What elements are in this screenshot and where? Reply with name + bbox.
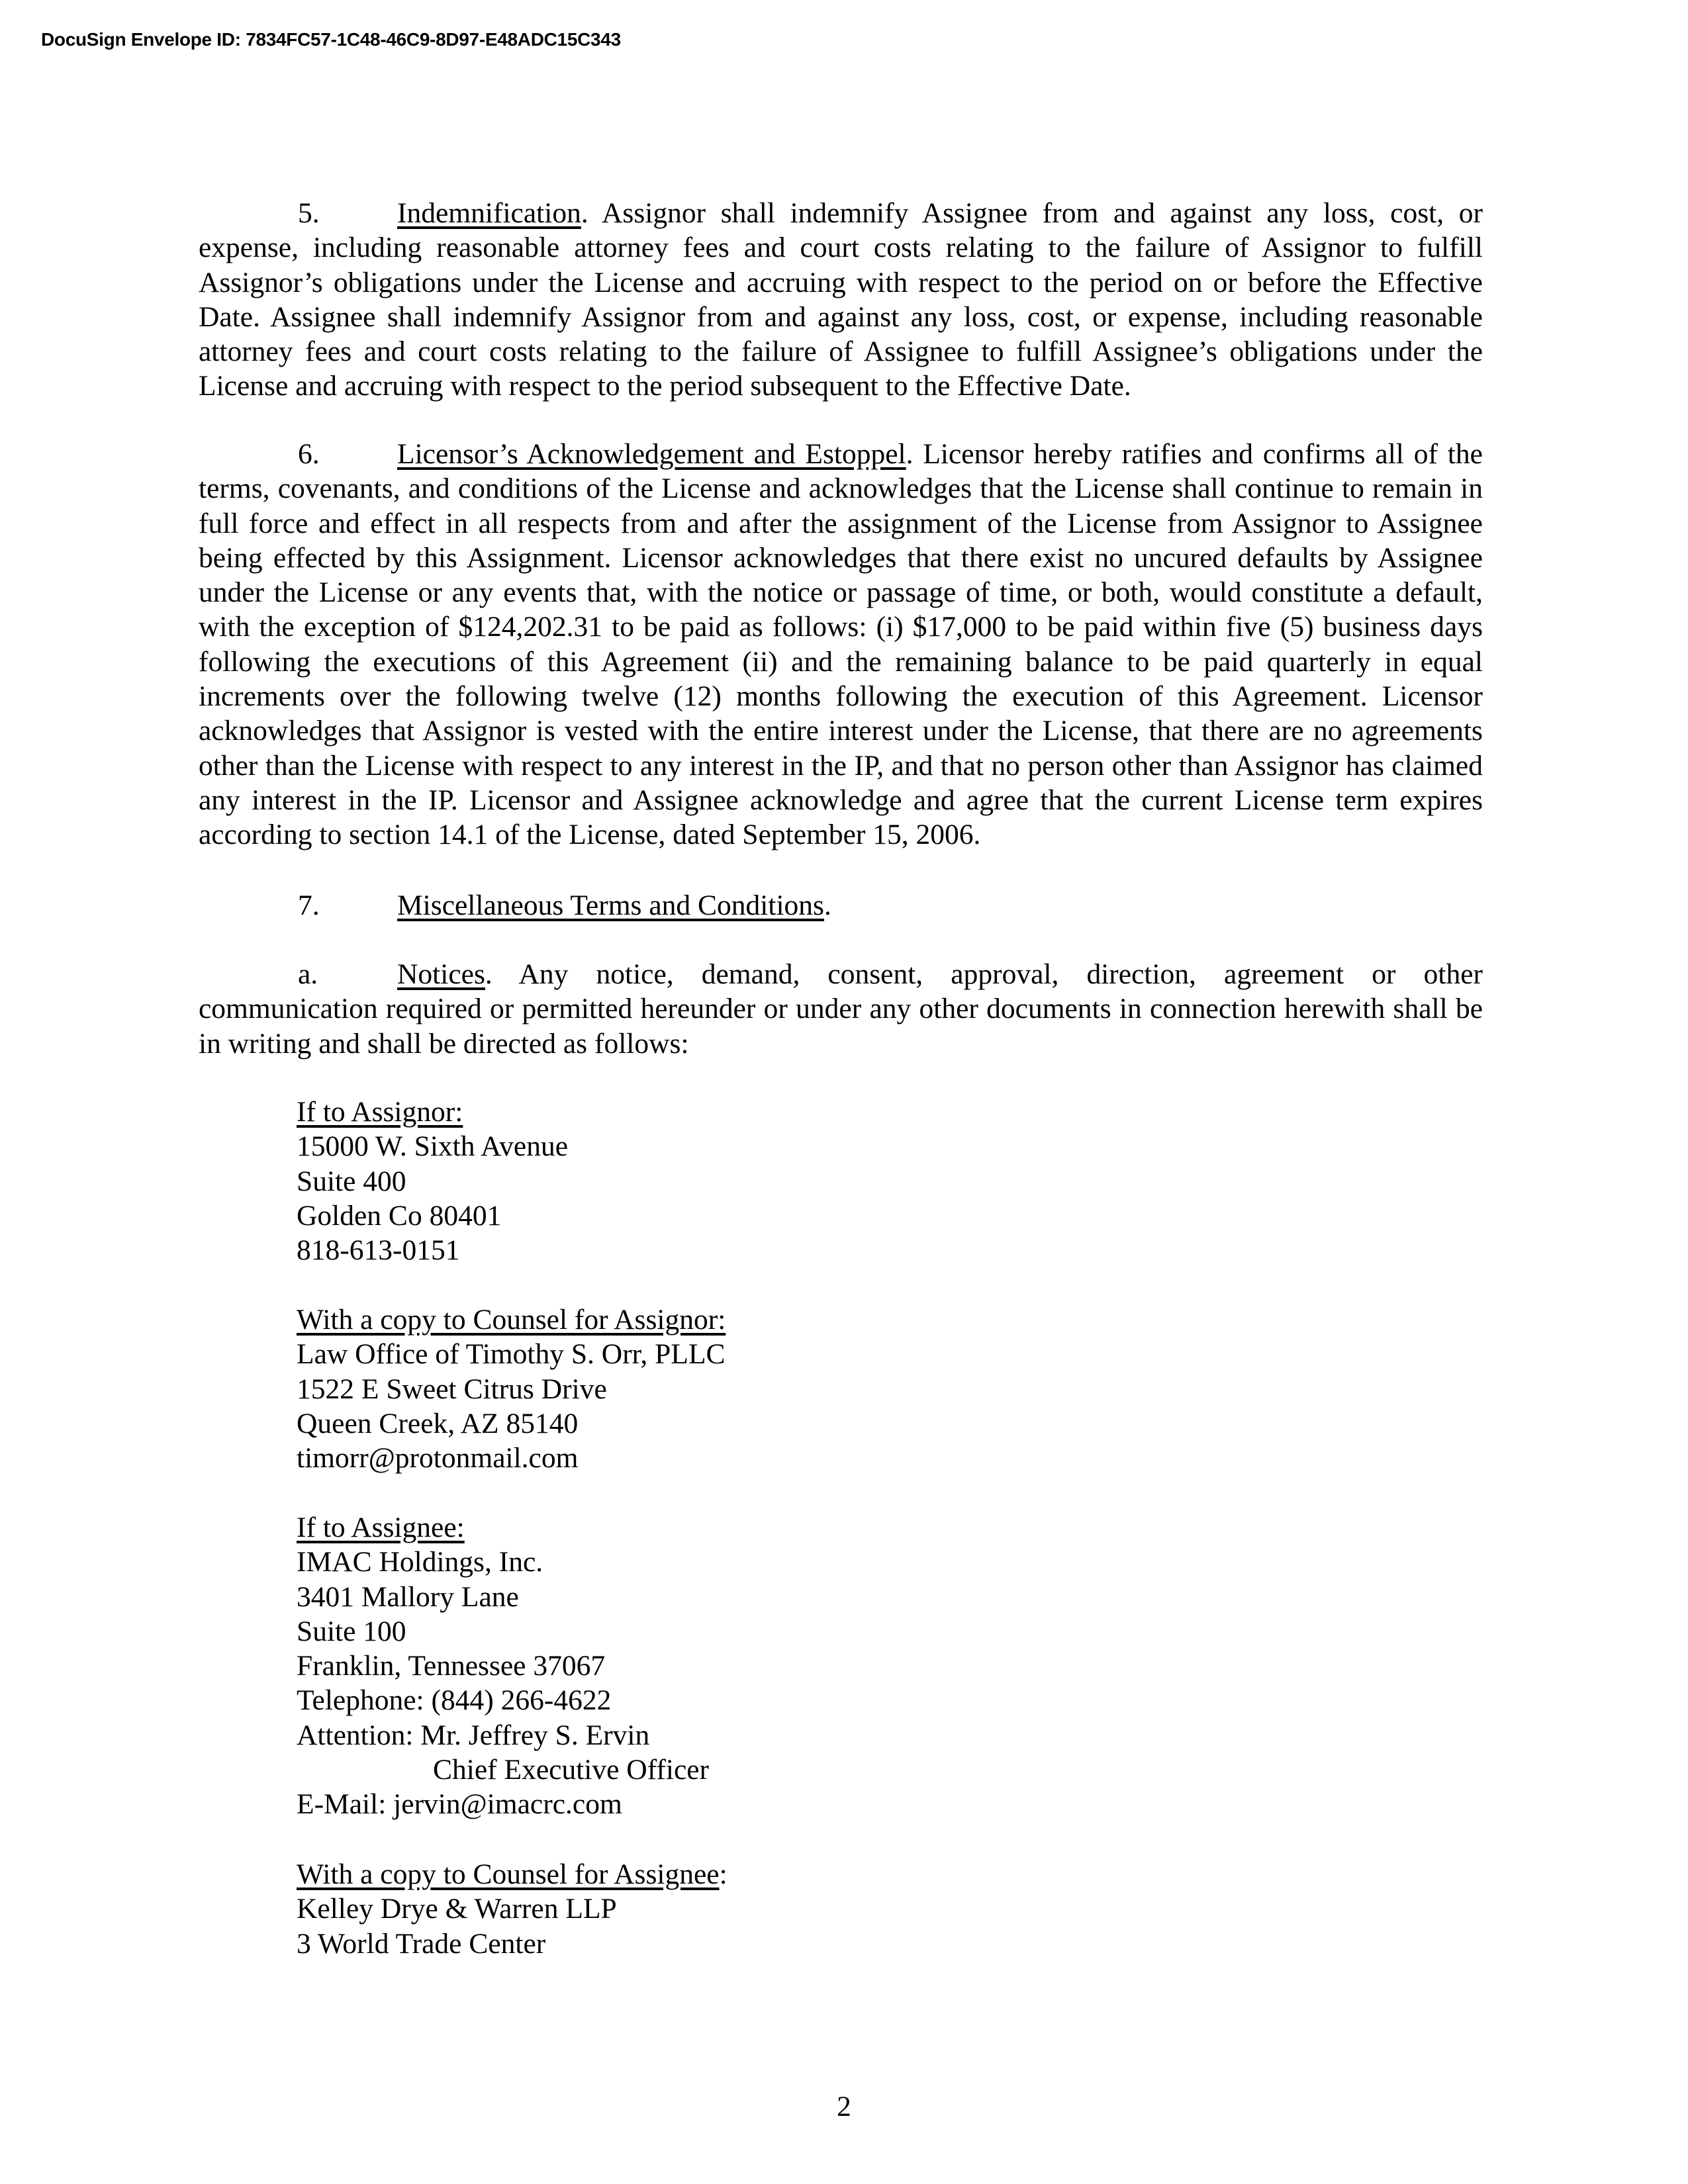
notice-assignee <box>297 1510 709 1822</box>
notice-assignee-counsel-heading: With a copy to Counsel for Assignee: <box>297 1858 727 1890</box>
address-line: Queen Creek, AZ 85140 <box>297 1407 579 1439</box>
section-6-text: . Licensor hereby ratifies and confirms all of the terms, covenants, and conditions of the License and acknowledges that the License shall continue to remain in full force and effect in all respects from and after the assignment of the License from Assignor to Assignee being effected by this Assignment. Licensor acknowledges that there exist no uncured defaults by Assignee under the License or any events that, with the notice or passage of time, or both, would constitute a default, with the exception of $124,202.31 to be paid as follows: (i) $17,000 to be paid within five (5) business days following the executions of this Agreement (ii) and the remaining balance to be paid quarterly in equal increments over the following twelve (12) months following the execution of this Agreement. Licensor acknowledges that Assignor is vested with the entire interest under the License, that there are no agreements other than the License with respect to any interest in the IP, and that no person other than Assignor has claimed any interest in the IP. Licensor and Assignee acknowledge and agree that the current License term expires according to section 14.1 of the License, dated September 15, 2006. <box>199 438 1483 851</box>
attention-title-line: Chief Executive Officer <box>433 1754 710 1786</box>
notice-assignor-heading: If to Assignor: <box>297 1096 463 1128</box>
section-5-text: . Assignor shall indemnify Assignee from and against any loss, cost, or expense, including reasonable attorney fees and court costs relating to the failure of Assignor to fulfill Assignor’s obligations under the License and accruing with respect to the period on or before the Effective Date. Assignee shall indemnify Assignor from and against any loss, cost, or expense, including reasonable attorney fees and court costs relating to the failure of Assignee to fulfill Assignee’s obligations under the License and accruing with respect to the period subsequent to the Effective Date. <box>199 197 1483 402</box>
address-line: 3401 Mallory Lane <box>297 1580 519 1613</box>
section-7a-text: . Any notice, demand, consent, approval, direction, agreement or other communication required or permitted hereunder or under any other documents in connection herewith shall be in writing and shall be directed as follows: <box>199 958 1483 1060</box>
section-5-number: 5. <box>298 197 320 229</box>
email-line: E-Mail: jervin@imacrc.com <box>297 1788 622 1821</box>
phone-line: 818-613-0151 <box>297 1234 460 1267</box>
notice-assignor-counsel-heading: With a copy to Counsel for Assignor: <box>297 1304 726 1336</box>
section-6 <box>199 437 1483 852</box>
address-line: Suite 400 <box>297 1165 406 1197</box>
address-line: 15000 W. Sixth Avenue <box>297 1130 569 1163</box>
page-number: 2 <box>837 2091 851 2122</box>
section-6-number: 6. <box>298 438 320 470</box>
section-7a-title: Notices <box>397 958 485 990</box>
notice-assignor-counsel <box>297 1302 726 1475</box>
email-line: timorr@protonmail.com <box>297 1442 579 1475</box>
section-7: 7. Miscellaneous Terms and Conditions. <box>199 888 1483 923</box>
envelope-id-header: DocuSign Envelope ID: 7834FC57-1C48-46C9-8D97-E48ADC15C343 <box>41 29 621 50</box>
notice-assignee-counsel <box>297 1857 727 1961</box>
section-7a-number: a. <box>298 958 318 990</box>
address-line: IMAC Holdings, Inc. <box>297 1546 543 1578</box>
section-7-title: Miscellaneous Terms and Conditions <box>397 889 824 921</box>
notice-assignee-heading: If to Assignee: <box>297 1512 465 1543</box>
address-line: Suite 100 <box>297 1615 406 1647</box>
address-line: Franklin, Tennessee 37067 <box>297 1650 606 1682</box>
section-7a <box>199 957 1483 1061</box>
section-6-title: Licensor’s Acknowledgement and Estoppel <box>397 438 906 470</box>
address-line: 1522 E Sweet Citrus Drive <box>297 1373 607 1405</box>
notice-assignor <box>297 1095 568 1267</box>
section-5 <box>199 196 1483 404</box>
phone-line: Telephone: (844) 266-4622 <box>297 1684 612 1717</box>
address-line: Law Office of Timothy S. Orr, PLLC <box>297 1338 726 1371</box>
section-5-title: Indemnification <box>397 197 581 229</box>
address-line: 3 World Trade Center <box>297 1927 546 1960</box>
address-line: Golden Co 80401 <box>297 1199 502 1232</box>
address-line: Kelley Drye & Warren LLP <box>297 1893 617 1925</box>
attention-line: Attention: Mr. Jeffrey S. Ervin <box>297 1719 650 1751</box>
section-7-number: 7. <box>298 889 320 921</box>
